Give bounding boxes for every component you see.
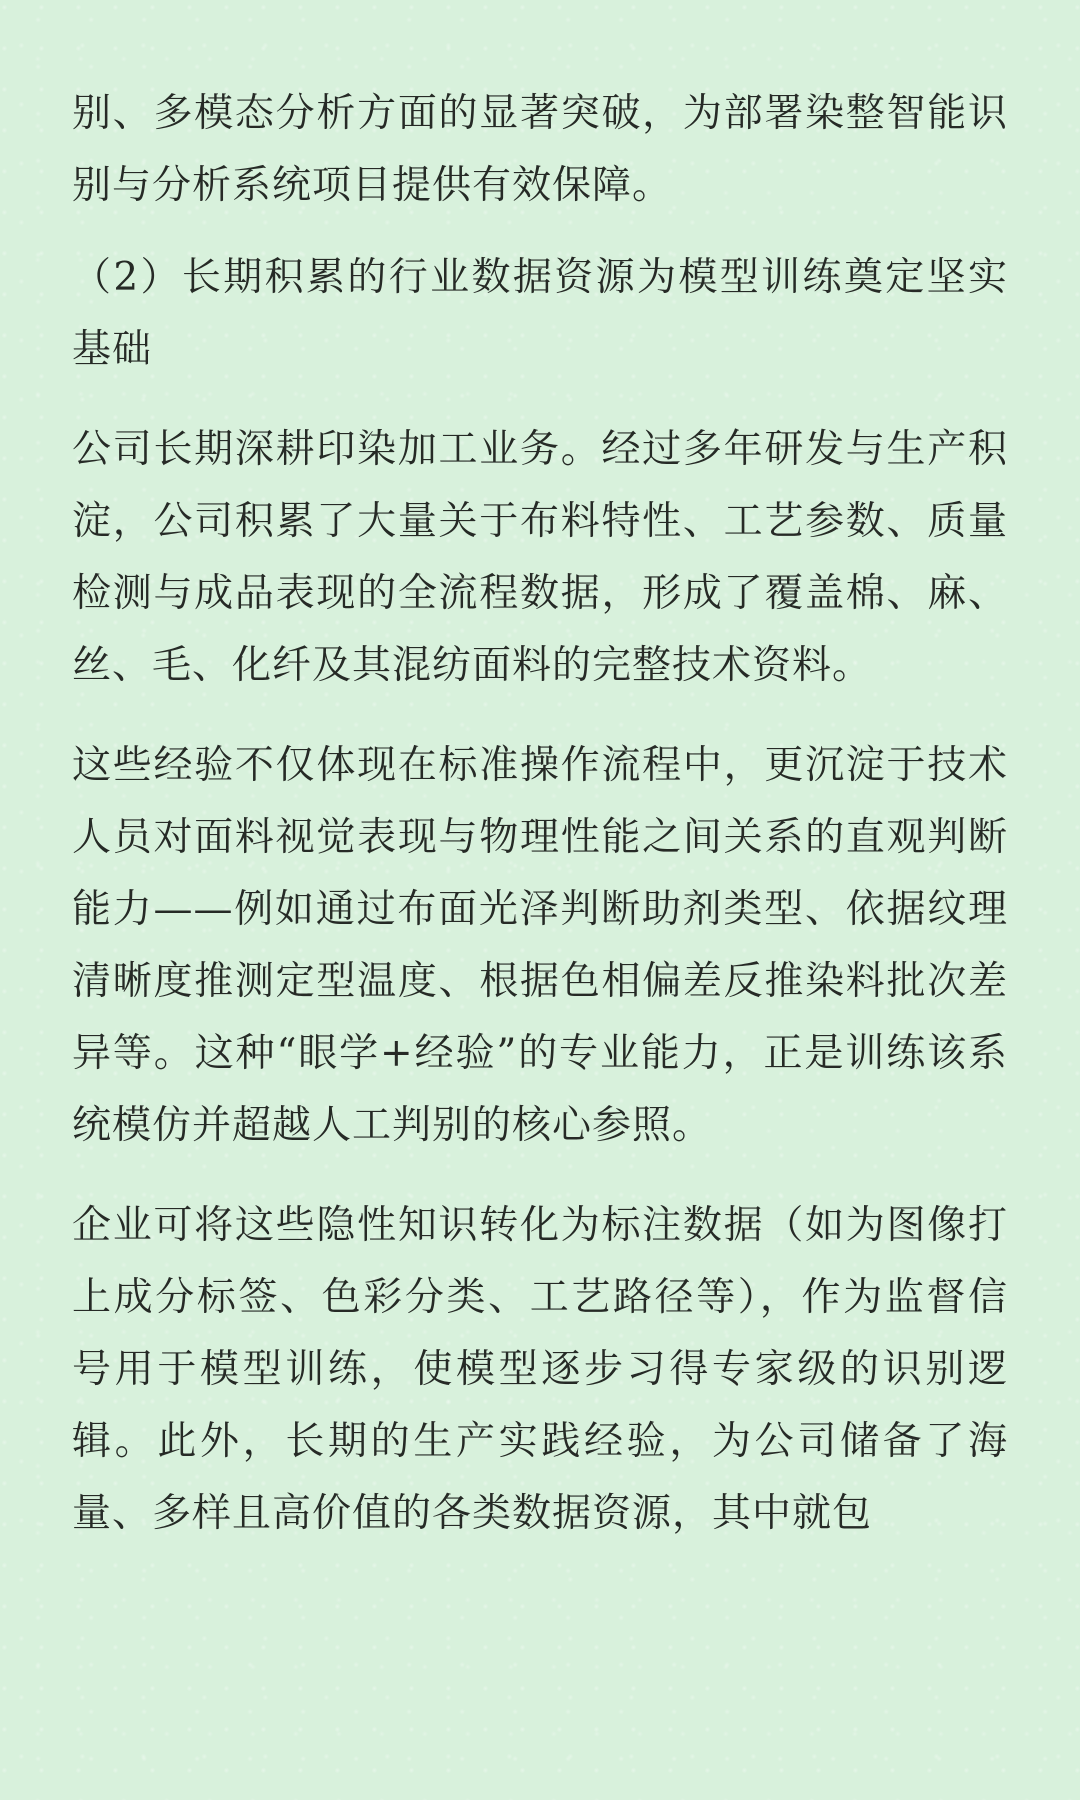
section-heading: （2）长期积累的行业数据资源为模型训练奠定坚实基础 [72, 255, 1008, 372]
body-paragraph-4: 企业可将这些隐性知识转化为标注数据（如为图像打上成分标签、色彩分类、工艺路径等），作为监督信号用于模型训练，使模型逐步习得专家级的识别逻辑。此外，长期的生产实践经验，为公司储备了海量、多样且高价值的各类数据资源，其中就包 [72, 1203, 1008, 1536]
body-paragraph-2: 公司长期深耕印染加工业务。经过多年研发与生产积淀，公司积累了大量关于布料特性、工艺参数、质量检测与成品表现的全流程数据，形成了覆盖棉、麻、丝、毛、化纤及其混纺面料的完整技术资料。 [72, 427, 1008, 688]
body-paragraph-3: 这些经验不仅体现在标准操作流程中，更沉淀于技术人员对面料视觉表现与物理性能之间关系的直观判断能力——例如通过布面光泽判断助剂类型、依据纹理清晰度推测定型温度、根据色相偏差反推染料批次差异等。这种“眼学+经验”的专业能力，正是训练该系统模仿并超越人工判别的核心参照。 [72, 743, 1008, 1148]
body-paragraph-1: 别、多模态分析方面的显著突破，为部署染整智能识别与分析系统项目提供有效保障。 [72, 91, 1008, 208]
